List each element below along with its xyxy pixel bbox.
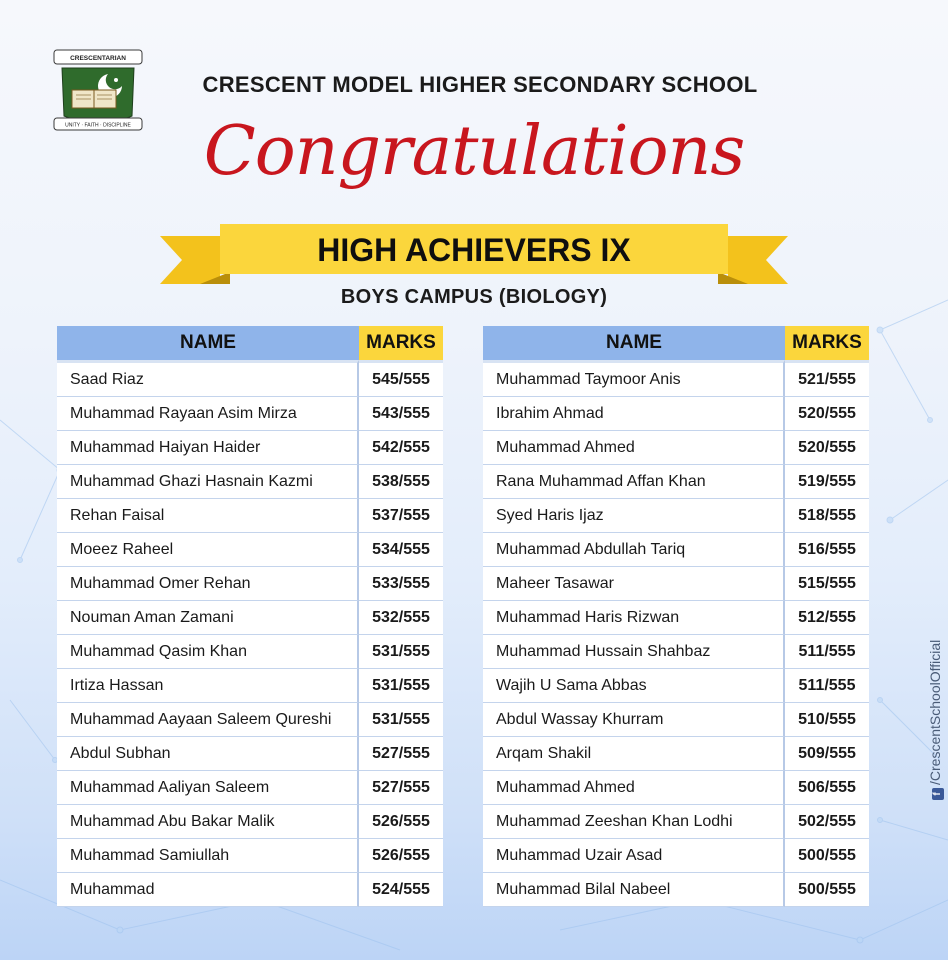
student-name: Muhammad Abdullah Tariq bbox=[483, 533, 785, 567]
student-name: Muhammad Rayaan Asim Mirza bbox=[57, 397, 359, 431]
student-marks: 527/555 bbox=[359, 737, 443, 771]
student-name: Maheer Tasawar bbox=[483, 567, 785, 601]
student-marks: 537/555 bbox=[359, 499, 443, 533]
student-name: Muhammad Omer Rehan bbox=[57, 567, 359, 601]
student-marks: 538/555 bbox=[359, 465, 443, 499]
student-name: Irtiza Hassan bbox=[57, 669, 359, 703]
student-marks: 521/555 bbox=[785, 360, 869, 397]
marks-column-header: MARKS bbox=[785, 326, 869, 360]
table-body-left bbox=[57, 360, 443, 907]
student-marks: 526/555 bbox=[359, 839, 443, 873]
student-marks: 524/555 bbox=[359, 873, 443, 907]
student-marks: 500/555 bbox=[785, 873, 869, 907]
student-marks: 518/555 bbox=[785, 499, 869, 533]
student-name: Ibrahim Ahmad bbox=[483, 397, 785, 431]
table-row bbox=[57, 397, 443, 431]
table-header-row bbox=[483, 326, 869, 360]
student-name: Muhammad Ahmed bbox=[483, 431, 785, 465]
congratulations-heading: Congratulations bbox=[203, 112, 745, 191]
student-marks: 534/555 bbox=[359, 533, 443, 567]
student-name: Muhammad Haris Rizwan bbox=[483, 601, 785, 635]
table-row bbox=[57, 771, 443, 805]
student-marks: 510/555 bbox=[785, 703, 869, 737]
student-marks: 509/555 bbox=[785, 737, 869, 771]
facebook-handle[interactable] bbox=[924, 600, 946, 800]
table-row bbox=[483, 397, 869, 431]
table-row bbox=[483, 431, 869, 465]
student-name: Muhammad Haiyan Haider bbox=[57, 431, 359, 465]
table-row bbox=[483, 703, 869, 737]
student-marks: 531/555 bbox=[359, 703, 443, 737]
student-marks: 543/555 bbox=[359, 397, 443, 431]
student-name: Muhammad Aaliyan Saleem bbox=[57, 771, 359, 805]
student-name: Muhammad bbox=[57, 873, 359, 907]
table-row bbox=[483, 533, 869, 567]
student-name: Syed Haris Ijaz bbox=[483, 499, 785, 533]
student-marks: 527/555 bbox=[359, 771, 443, 805]
table-row bbox=[483, 771, 869, 805]
banner-title: HIGH ACHIEVERS IX bbox=[317, 232, 631, 268]
student-marks: 531/555 bbox=[359, 669, 443, 703]
table-row bbox=[57, 567, 443, 601]
student-name: Rana Muhammad Affan Khan bbox=[483, 465, 785, 499]
table-row bbox=[57, 635, 443, 669]
table-row bbox=[57, 360, 443, 397]
student-name: Arqam Shakil bbox=[483, 737, 785, 771]
student-name: Nouman Aman Zamani bbox=[57, 601, 359, 635]
marks-column-header: MARKS bbox=[359, 326, 443, 360]
student-marks: 500/555 bbox=[785, 839, 869, 873]
school-name: CRESCENT MODEL HIGHER SECONDARY SCHOOL bbox=[202, 72, 758, 97]
facebook-handle-text: /CrescentSchoolOfficial bbox=[927, 639, 943, 785]
student-marks: 542/555 bbox=[359, 431, 443, 465]
student-name: Saad Riaz bbox=[57, 360, 359, 397]
table-row bbox=[483, 737, 869, 771]
table-row bbox=[57, 805, 443, 839]
student-name: Abdul Subhan bbox=[57, 737, 359, 771]
student-marks: 519/555 bbox=[785, 465, 869, 499]
student-name: Muhammad Ahmed bbox=[483, 771, 785, 805]
table-header-row bbox=[57, 326, 443, 360]
table-row bbox=[57, 703, 443, 737]
table-row bbox=[57, 533, 443, 567]
student-marks: 511/555 bbox=[785, 635, 869, 669]
achievers-table-right bbox=[483, 326, 869, 907]
student-marks: 520/555 bbox=[785, 397, 869, 431]
table-row bbox=[483, 669, 869, 703]
student-marks: 526/555 bbox=[359, 805, 443, 839]
table-row bbox=[483, 601, 869, 635]
student-marks: 515/555 bbox=[785, 567, 869, 601]
logo-top-text: CRESCENTARIAN bbox=[70, 55, 126, 62]
student-marks: 511/555 bbox=[785, 669, 869, 703]
student-marks: 520/555 bbox=[785, 431, 869, 465]
table-row bbox=[483, 465, 869, 499]
student-name: Muhammad Aayaan Saleem Qureshi bbox=[57, 703, 359, 737]
student-name: Muhammad Abu Bakar Malik bbox=[57, 805, 359, 839]
student-marks: 512/555 bbox=[785, 601, 869, 635]
table-row bbox=[57, 737, 443, 771]
name-column-header: NAME bbox=[57, 326, 359, 360]
school-logo bbox=[48, 38, 148, 138]
student-marks: 506/555 bbox=[785, 771, 869, 805]
table-row bbox=[483, 805, 869, 839]
student-name: Abdul Wassay Khurram bbox=[483, 703, 785, 737]
table-row bbox=[57, 873, 443, 907]
student-name: Muhammad Bilal Nabeel bbox=[483, 873, 785, 907]
table-row bbox=[57, 465, 443, 499]
table-row bbox=[483, 567, 869, 601]
student-name: Muhammad Taymoor Anis bbox=[483, 360, 785, 397]
table-row bbox=[57, 601, 443, 635]
table-row bbox=[483, 635, 869, 669]
student-marks: 531/555 bbox=[359, 635, 443, 669]
student-name: Muhammad Qasim Khan bbox=[57, 635, 359, 669]
student-name: Rehan Faisal bbox=[57, 499, 359, 533]
table-row bbox=[483, 499, 869, 533]
name-column-header: NAME bbox=[483, 326, 785, 360]
logo-bottom-text: UNITY · FAITH · DISCIPLINE bbox=[65, 122, 131, 129]
table-row bbox=[483, 360, 869, 397]
student-name: Moeez Raheel bbox=[57, 533, 359, 567]
student-marks: 533/555 bbox=[359, 567, 443, 601]
table-row bbox=[483, 873, 869, 907]
student-name: Muhammad Zeeshan Khan Lodhi bbox=[483, 805, 785, 839]
table-row bbox=[483, 839, 869, 873]
table-body-right bbox=[483, 360, 869, 907]
student-name: Muhammad Hussain Shahbaz bbox=[483, 635, 785, 669]
achievers-table-left bbox=[57, 326, 443, 907]
student-name: Muhammad Samiullah bbox=[57, 839, 359, 873]
table-row bbox=[57, 431, 443, 465]
student-marks: 532/555 bbox=[359, 601, 443, 635]
table-row bbox=[57, 499, 443, 533]
student-marks: 516/555 bbox=[785, 533, 869, 567]
student-marks: 545/555 bbox=[359, 360, 443, 397]
student-name: Muhammad Uzair Asad bbox=[483, 839, 785, 873]
student-name: Wajih U Sama Abbas bbox=[483, 669, 785, 703]
facebook-icon: f bbox=[932, 788, 944, 800]
student-marks: 502/555 bbox=[785, 805, 869, 839]
campus-subtitle: BOYS CAMPUS (BIOLOGY) bbox=[340, 286, 608, 308]
table-row bbox=[57, 669, 443, 703]
table-row bbox=[57, 839, 443, 873]
student-name: Muhammad Ghazi Hasnain Kazmi bbox=[57, 465, 359, 499]
